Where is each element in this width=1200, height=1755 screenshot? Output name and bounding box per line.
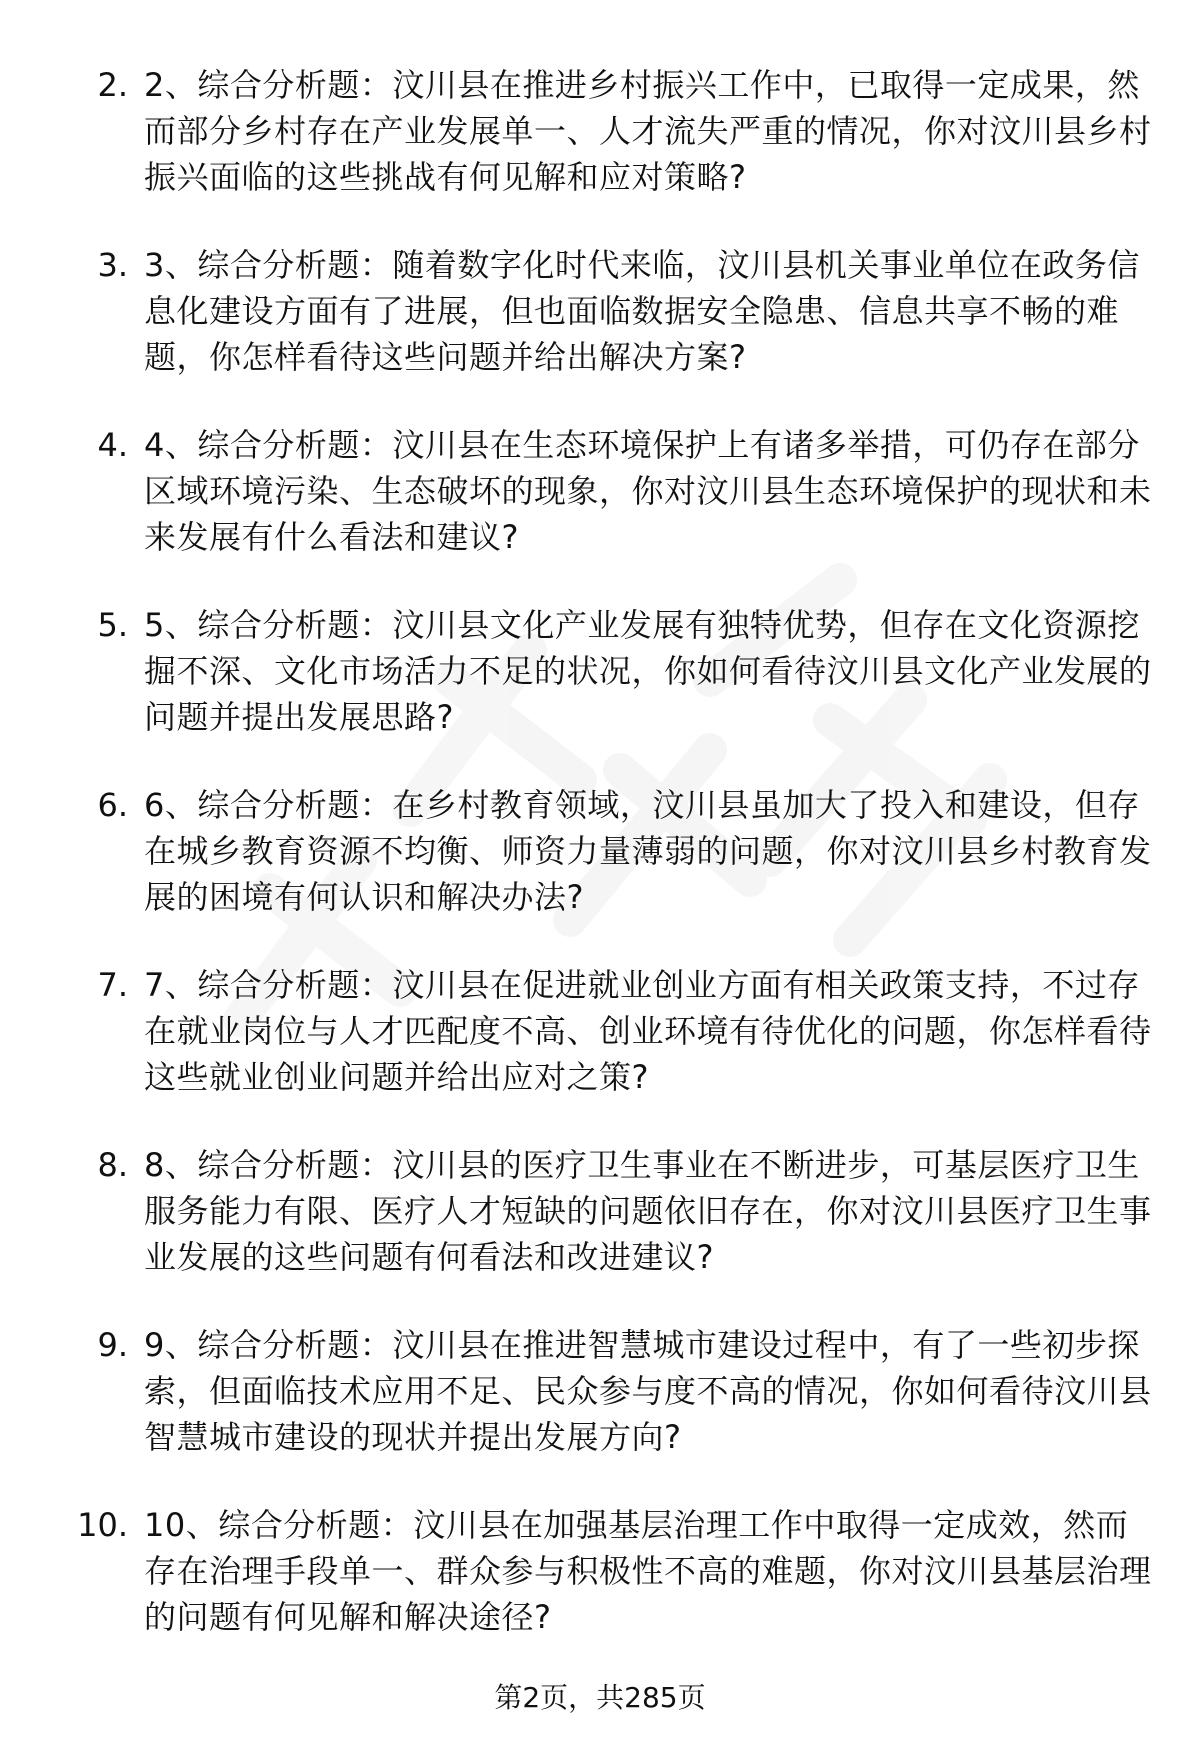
question-text: 9、综合分析题：汶川县在推进智慧城市建设过程中，有了一些初步探索，但面临技术应用不足、民众参与度不高的情况，你如何看待汶川县智慧城市建设的现状并提出发展方向? <box>144 1326 1152 1456</box>
question-item-10 <box>56 1502 1156 1682</box>
question-text: 5、综合分析题：汶川县文化产业发展有独特优势，但存在文化资源挖掘不深、文化市场活力不足的状况，你如何看待汶川县文化产业发展的问题并提出发展思路? <box>144 606 1152 736</box>
question-number: 2. <box>97 66 128 104</box>
question-text: 3、综合分析题：随着数字化时代来临，汶川县机关事业单位在政务信息化建设方面有了进展，但也面临数据安全隐患、信息共享不畅的难题，你怎样看待这些问题并给出解决方案? <box>144 246 1140 376</box>
question-text: 2、综合分析题：汶川县在推进乡村振兴工作中，已取得一定成果，然而部分乡村存在产业发展单一、人才流失严重的情况，你对汶川县乡村振兴面临的这些挑战有何见解和应对策略? <box>144 66 1152 196</box>
question-item-4 <box>56 422 1156 602</box>
question-number: 4. <box>97 426 128 464</box>
question-number: 8. <box>97 1146 128 1184</box>
question-text: 8、综合分析题：汶川县的医疗卫生事业在不断进步，可基层医疗卫生服务能力有限、医疗人才短缺的问题依旧存在，你对汶川县医疗卫生事业发展的这些问题有何看法和改进建议? <box>144 1146 1152 1276</box>
question-text: 7、综合分析题：汶川县在促进就业创业方面有相关政策支持，不过存在就业岗位与人才匹配度不高、创业环境有待优化的问题，你怎样看待这些就业创业问题并给出应对之策? <box>144 966 1152 1096</box>
question-number: 6. <box>97 786 128 824</box>
question-item-9 <box>56 1322 1156 1502</box>
question-item-6 <box>56 782 1156 962</box>
question-list <box>56 62 1156 1682</box>
question-number: 10. <box>77 1506 128 1544</box>
question-item-7 <box>56 962 1156 1142</box>
question-item-3 <box>56 242 1156 422</box>
question-item-8 <box>56 1142 1156 1322</box>
question-item-5 <box>56 602 1156 782</box>
question-number: 9. <box>97 1326 128 1364</box>
question-number: 3. <box>97 246 128 284</box>
question-text: 10、综合分析题：汶川县在加强基层治理工作中取得一定成效，然而存在治理手段单一、群众参与积极性不高的难题，你对汶川县基层治理的问题有何见解和解决途径? <box>144 1506 1152 1636</box>
question-number: 7. <box>97 966 128 1004</box>
question-item-2 <box>56 62 1156 242</box>
question-text: 4、综合分析题：汶川县在生态环境保护上有诸多举措，可仍存在部分区域环境污染、生态破坏的现象，你对汶川县生态环境保护的现状和未来发展有什么看法和建议? <box>144 426 1152 556</box>
question-number: 5. <box>97 606 128 644</box>
page-footer: 第2页，共285页 <box>494 1681 706 1714</box>
question-text: 6、综合分析题：在乡村教育领域，汶川县虽加大了投入和建设，但存在城乡教育资源不均衡、师资力量薄弱的问题，你对汶川县乡村教育发展的困境有何认识和解决办法? <box>144 786 1152 916</box>
